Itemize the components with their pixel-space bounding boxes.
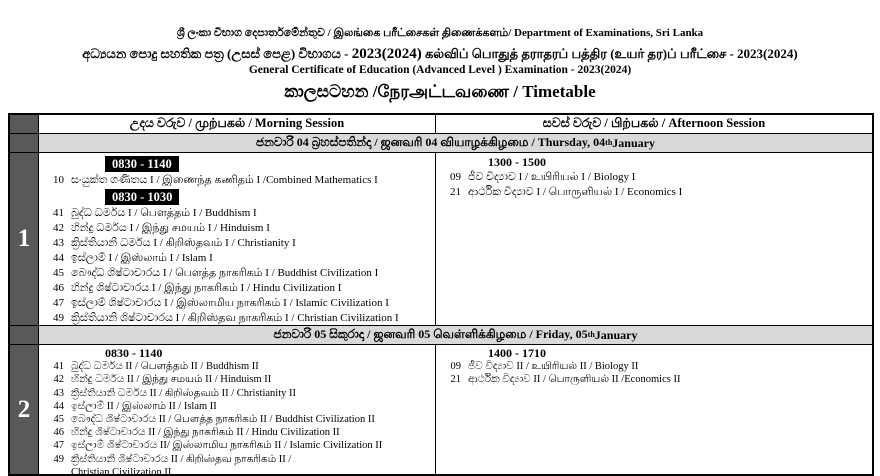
subject-row [43, 206, 433, 221]
subject-name: සංයුක්ත ගණිතය I / இணைந்த கணிதம் I /Combined Mathematics I [71, 174, 378, 186]
subject-name: බුද්ධ ධර්මය II / பௌத்தம் II / Buddhism II [71, 361, 259, 373]
subject-name: හින්දු ශිෂ්ටාචාරය II / இந்து நாகரிகம் II / Hindu Civilization II [71, 427, 340, 439]
subject-code: 21 [450, 374, 461, 386]
subject-code: 45 [53, 267, 64, 279]
subject-name: ඉස්ලාම් ශිෂ්ටාචාරය I / இஸ்லாமிய நாகரிகம் I / Islamic Civilization I [71, 297, 389, 309]
subject-name: ජීව විද්‍යාව II / உயிரியல் II / Biology II [468, 361, 639, 373]
day-2-afternoon-cell [436, 345, 872, 474]
subject-row [43, 221, 433, 236]
subject-code: 09 [450, 361, 461, 373]
subject-code: 10 [53, 174, 64, 186]
day-1-date-spacer [10, 134, 39, 152]
day-1-date: ජනවාරි 04 බ්‍රහස්පතින්දා / ஜனவரி 04 வியாழக்கிழமை / Thursday, 04 th January [39, 134, 872, 152]
day-1-morning-cell [39, 153, 436, 325]
day-2-row-number: 2 [10, 345, 39, 474]
exam-title-english: General Certificate of Education (Advanced Level ) Examination - 2023(2024) [248, 64, 632, 76]
exam-title-tamil: கல்விப் பொதுத் தராதரப் பத்திர (உயர் தர)ப் பரீட்சை - 2023(2024) [421, 46, 798, 61]
exam-title-sinhala: අධ්‍යයන පොදු සහතික පත්‍ර (උසස් පෙළ) විභාගය - [82, 46, 352, 61]
subject-code: 47 [53, 440, 64, 452]
corner-cell [10, 115, 39, 133]
subject-row [43, 251, 433, 266]
subject-row [43, 173, 433, 188]
subject-row [43, 373, 433, 386]
timetable-table [8, 113, 874, 476]
time-label: 1300 - 1500 [488, 155, 546, 169]
subject-row [43, 413, 433, 426]
subject-row [43, 387, 433, 400]
subject-name: ක්‍රිස්තියානි ධර්මය I / கிறிஸ்தவம் I / Christianity I [71, 237, 296, 249]
time-badge: 0830 - 1030 [105, 189, 179, 205]
subject-name: හින්දු ධර්මය II / இந்து சமயம் II / Hinduism II [71, 374, 272, 386]
subject-row [43, 453, 433, 466]
subject-name: ඉස්ලාම් ශිෂ්ටාචාරය II/ இஸ்லாமிய நாகரிகம் II / Islamic Civilization II [71, 440, 383, 452]
subject-name: බෞද්ධ ශිෂ්ටාචාරය I / பௌத்த நாகரிகம் I / Buddhist Civilization I [71, 267, 379, 279]
day-1-row [10, 153, 872, 326]
subject-code: 41 [53, 207, 64, 219]
subject-code: 42 [53, 374, 64, 386]
subject-name: හින්දු ශිෂ්ටාචාරය I / இந்து நாகரிகம் I / Hindu Civilization I [71, 282, 342, 294]
day-2-date: ජනවාරි 05 සිකුරාදා / ஜனவரி 05 வெள்ளிக்கிழமை / Friday, 05 th January [39, 326, 872, 344]
time-label: 1400 - 1710 [488, 346, 546, 360]
subject-name: බෞද්ධ ශිෂ්ටාචාරය II / பௌத்த நாகரிகம் II / Buddhist Civilization II [71, 414, 375, 426]
afternoon-session-header: සවස් වරුව / பிற்பகல் / Afternoon Session [542, 116, 766, 130]
subject-code: 45 [53, 414, 64, 426]
subject-row [43, 439, 433, 452]
subject-name: ක්‍රිස්තියානි ධර්මය II / கிறிஸ்தவம் II / Christianity II [71, 387, 297, 399]
day-2-date-spacer [10, 326, 39, 344]
subject-row [43, 236, 433, 251]
page-title: කාලසටහන /நேரஅட்டவணை / Timetable [284, 82, 596, 101]
subject-code: 46 [53, 427, 64, 439]
subject-row [440, 170, 870, 185]
subject-name: බුද්ධ ධර්මය I / பௌத்தம் I / Buddhism I [71, 207, 257, 219]
day-1-afternoon-cell [436, 153, 872, 325]
subject-name: හින්දු ධර්මය I / இந்து சமயம் I / Hinduism I [71, 222, 270, 234]
session-header-row [10, 115, 872, 134]
subject-name: ඉස්ලාම් II / இஸ்லாம் II / Islam II [71, 400, 217, 412]
exam-title [0, 46, 880, 63]
subject-name: ඉස්ලාම් I / இஸ்லாம் I / Islam I [71, 252, 213, 264]
day-2-row [10, 345, 872, 474]
day-2-date-row [10, 326, 872, 345]
subject-row [440, 373, 870, 386]
subject-code: 21 [450, 186, 461, 198]
subject-name: ක්‍රිස්තියානි ශිෂ්ටාචාරය II / கிறிஸ்தவ நாகரிகம் II / [71, 453, 292, 465]
subject-code: 49 [53, 312, 64, 324]
page-header [0, 27, 880, 104]
exam-year: 2023(2024) [351, 46, 422, 62]
day-1-date-row [10, 134, 872, 153]
time-label: 0830 - 1140 [105, 346, 163, 360]
day-1-row-number: 1 [10, 153, 39, 325]
subject-code: 44 [53, 252, 64, 264]
subject-name: ජීව විද්‍යාව I / உயிரியல் I / Biology I [468, 171, 636, 183]
subject-code: 09 [450, 171, 461, 183]
subject-row [43, 311, 433, 325]
subject-row [43, 266, 433, 281]
subject-code: 41 [53, 361, 64, 373]
time-badge: 0830 - 1140 [105, 156, 179, 172]
subject-code: 43 [53, 237, 64, 249]
department-title: ශ්‍රී ලංකා විභාග දෙපාර්තමේන්තුව / இலங்கை பரீட்சைகள் திணைக்களம்/ Department of Examinations, Sri Lanka [176, 27, 704, 39]
subject-row [440, 185, 870, 200]
subject-code: 47 [53, 297, 64, 309]
subject-name: ක්‍රිස්තියානි ශිෂ්ටාචාරය I / கிறிஸ்தவ நாகரிகம் I / Christian Civilization I [71, 312, 399, 324]
subject-code: 43 [53, 387, 64, 399]
subject-name: ආර්ථික විද්‍යාව I / பொருளியல் I / Economics I [468, 186, 683, 198]
subject-code: 46 [53, 282, 64, 294]
subject-row [43, 400, 433, 413]
day-2-morning-cell [39, 345, 436, 474]
subject-row [43, 360, 433, 373]
subject-row [43, 281, 433, 296]
subject-name: ආර්ථික විද්‍යාව II / பொருளியல் II /Economics II [468, 374, 681, 386]
subject-row [43, 426, 433, 439]
subject-name-continued: Christian Civilization II [71, 466, 172, 474]
subject-row [440, 360, 870, 373]
subject-code: 49 [53, 453, 64, 465]
subject-code: 44 [53, 400, 64, 412]
subject-code: 42 [53, 222, 64, 234]
morning-session-header: උදය වරුව / முற்பகல் / Morning Session [39, 115, 436, 133]
subject-row [43, 296, 433, 311]
